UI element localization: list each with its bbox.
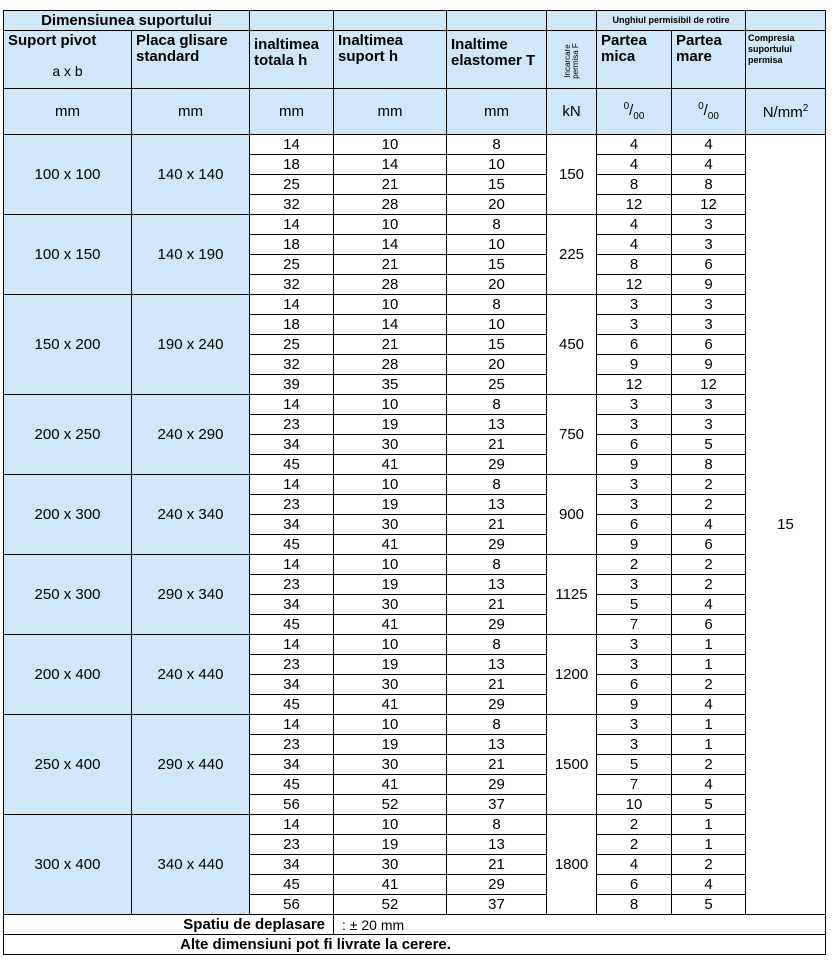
elastomer-height-cell: 13 <box>447 735 547 755</box>
large-side-angle-cell: 2 <box>672 555 746 575</box>
small-side-angle-cell: 4 <box>597 855 672 875</box>
elastomer-height-cell: 21 <box>447 595 547 615</box>
support-spec-body <box>4 135 826 915</box>
small-side-angle-cell: 7 <box>597 615 672 635</box>
total-height-cell: 34 <box>250 855 334 875</box>
support-height-cell: 14 <box>334 235 447 255</box>
total-height-cell: 14 <box>250 635 334 655</box>
large-side-angle-cell: 1 <box>672 635 746 655</box>
elastomer-height-cell: 25 <box>447 375 547 395</box>
total-height-cell: 14 <box>250 135 334 155</box>
unit-cell: $^0/_{00}$ <box>597 89 672 135</box>
support-height-cell: 30 <box>334 515 447 535</box>
total-height-cell: 18 <box>250 315 334 335</box>
total-height-cell: 23 <box>250 835 334 855</box>
load-cell: 1125 <box>547 555 597 635</box>
support-height-cell: 14 <box>334 155 447 175</box>
small-side-angle-cell: 2 <box>597 815 672 835</box>
dimension-group-title: Dimensiunea suportului <box>4 11 250 31</box>
col-header-large-side: Partea mare <box>672 31 746 89</box>
elastomer-height-cell: 15 <box>447 335 547 355</box>
unit-cell: $^0/_{00}$ <box>672 89 746 135</box>
col-header-small-side: Partea mica <box>597 31 672 89</box>
small-side-angle-cell: 3 <box>597 415 672 435</box>
elastomer-height-cell: 8 <box>447 715 547 735</box>
table-row <box>4 395 826 415</box>
total-height-cell: 56 <box>250 895 334 915</box>
small-side-angle-cell: 2 <box>597 555 672 575</box>
col-header-compression: Compresia suportului permisa <box>746 31 826 89</box>
elastomer-height-cell: 20 <box>447 355 547 375</box>
small-side-angle-cell: 8 <box>597 255 672 275</box>
total-height-cell: 45 <box>250 535 334 555</box>
total-height-cell: 39 <box>250 375 334 395</box>
small-side-angle-cell: 3 <box>597 495 672 515</box>
total-height-cell: 32 <box>250 275 334 295</box>
large-side-angle-cell: 4 <box>672 775 746 795</box>
support-height-cell: 41 <box>334 535 447 555</box>
elastomer-height-cell: 21 <box>447 855 547 875</box>
total-height-cell: 34 <box>250 515 334 535</box>
support-height-cell: 41 <box>334 455 447 475</box>
support-height-cell: 19 <box>334 575 447 595</box>
compression-value-cell: 15 <box>746 135 826 915</box>
small-side-angle-cell: 4 <box>597 235 672 255</box>
support-height-cell: 30 <box>334 855 447 875</box>
pivot-size-cell: 250 x 400 <box>4 715 132 815</box>
total-height-cell: 23 <box>250 575 334 595</box>
plate-size-cell: 340 x 440 <box>132 815 250 915</box>
elastomer-height-cell: 8 <box>447 555 547 575</box>
total-height-cell: 56 <box>250 795 334 815</box>
small-side-angle-cell: 6 <box>597 875 672 895</box>
pivot-size-cell: 200 x 400 <box>4 635 132 715</box>
elastomer-height-cell: 13 <box>447 655 547 675</box>
elastomer-height-cell: 8 <box>447 815 547 835</box>
small-side-angle-cell: 12 <box>597 275 672 295</box>
header-spacer <box>334 11 447 31</box>
large-side-angle-cell: 2 <box>672 855 746 875</box>
col-title: Suport pivot <box>8 32 97 49</box>
large-side-angle-cell: 3 <box>672 295 746 315</box>
small-side-angle-cell: 6 <box>597 335 672 355</box>
elastomer-height-cell: 13 <box>447 495 547 515</box>
elastomer-height-cell: 37 <box>447 795 547 815</box>
header-spacer <box>447 11 547 31</box>
elastomer-height-cell: 29 <box>447 455 547 475</box>
large-side-angle-cell: 1 <box>672 715 746 735</box>
support-height-cell: 19 <box>334 835 447 855</box>
total-height-cell: 18 <box>250 235 334 255</box>
pivot-size-cell: 150 x 200 <box>4 295 132 395</box>
table-row <box>4 715 826 735</box>
col-header-total-height: inaltimea totala h <box>250 31 334 89</box>
unit-cell: kN <box>547 89 597 135</box>
support-height-cell: 41 <box>334 615 447 635</box>
support-spec-table-container <box>3 10 826 955</box>
elastomer-height-cell: 29 <box>447 775 547 795</box>
support-height-cell: 41 <box>334 695 447 715</box>
large-side-angle-cell: 8 <box>672 455 746 475</box>
elastomer-height-cell: 29 <box>447 535 547 555</box>
unit-cell: mm <box>4 89 132 135</box>
elastomer-height-cell: 8 <box>447 475 547 495</box>
table-row <box>4 215 826 235</box>
large-side-angle-cell: 6 <box>672 615 746 635</box>
support-height-cell: 19 <box>334 415 447 435</box>
total-height-cell: 34 <box>250 755 334 775</box>
small-side-angle-cell: 3 <box>597 475 672 495</box>
large-side-angle-cell: 12 <box>672 375 746 395</box>
support-height-cell: 30 <box>334 675 447 695</box>
total-height-cell: 45 <box>250 695 334 715</box>
large-side-angle-cell: 2 <box>672 575 746 595</box>
unit-cell: mm <box>250 89 334 135</box>
elastomer-height-cell: 10 <box>447 315 547 335</box>
support-height-cell: 10 <box>334 715 447 735</box>
elastomer-height-cell: 15 <box>447 255 547 275</box>
large-side-angle-cell: 4 <box>672 515 746 535</box>
col-header-elastomer-height: Inaltime elastomer T <box>447 31 547 89</box>
header-spacer <box>250 11 334 31</box>
support-height-cell: 19 <box>334 655 447 675</box>
small-side-angle-cell: 9 <box>597 455 672 475</box>
support-height-cell: 21 <box>334 335 447 355</box>
large-side-angle-cell: 2 <box>672 755 746 775</box>
displacement-label: Spatiu de deplasare <box>4 915 334 935</box>
support-height-cell: 19 <box>334 735 447 755</box>
total-height-cell: 34 <box>250 595 334 615</box>
load-cell: 1800 <box>547 815 597 915</box>
small-side-angle-cell: 6 <box>597 515 672 535</box>
total-height-cell: 25 <box>250 335 334 355</box>
large-side-angle-cell: 3 <box>672 215 746 235</box>
support-height-cell: 28 <box>334 275 447 295</box>
elastomer-height-cell: 21 <box>447 755 547 775</box>
elastomer-height-cell: 8 <box>447 395 547 415</box>
total-height-cell: 45 <box>250 615 334 635</box>
small-side-angle-cell: 3 <box>597 295 672 315</box>
elastomer-height-cell: 8 <box>447 635 547 655</box>
table-row <box>4 555 826 575</box>
col-header-support-height: Inaltimea suport h <box>334 31 447 89</box>
support-height-cell: 30 <box>334 595 447 615</box>
col-header-load <box>547 31 597 89</box>
total-height-cell: 32 <box>250 195 334 215</box>
load-cell: 750 <box>547 395 597 475</box>
pivot-size-cell: 300 x 400 <box>4 815 132 915</box>
displacement-value: : ± 20 mm <box>334 915 826 935</box>
small-side-angle-cell: 12 <box>597 195 672 215</box>
load-cell: 225 <box>547 215 597 295</box>
support-height-cell: 19 <box>334 495 447 515</box>
large-side-angle-cell: 6 <box>672 335 746 355</box>
elastomer-height-cell: 8 <box>447 295 547 315</box>
small-side-angle-cell: 8 <box>597 895 672 915</box>
small-side-angle-cell: 3 <box>597 715 672 735</box>
load-cell: 150 <box>547 135 597 215</box>
elastomer-height-cell: 21 <box>447 435 547 455</box>
total-height-cell: 34 <box>250 435 334 455</box>
rotation-group-title: Unghiul permisibil de rotire <box>597 11 746 31</box>
support-height-cell: 41 <box>334 775 447 795</box>
support-height-cell: 52 <box>334 895 447 915</box>
total-height-cell: 45 <box>250 455 334 475</box>
large-side-angle-cell: 2 <box>672 675 746 695</box>
elastomer-height-cell: 37 <box>447 895 547 915</box>
support-height-cell: 10 <box>334 295 447 315</box>
col-header-plate: Placa glisare standard <box>132 31 250 89</box>
load-cell: 450 <box>547 295 597 395</box>
support-height-cell: 10 <box>334 815 447 835</box>
unit-cell: mm <box>132 89 250 135</box>
plate-size-cell: 290 x 340 <box>132 555 250 635</box>
header-spacer <box>746 11 826 31</box>
footer-note: Alte dimensiuni pot fi livrate la cerere. <box>4 935 826 955</box>
elastomer-height-cell: 29 <box>447 615 547 635</box>
pivot-size-cell: 200 x 300 <box>4 475 132 555</box>
small-side-angle-cell: 3 <box>597 575 672 595</box>
plate-size-cell: 190 x 240 <box>132 295 250 395</box>
large-side-angle-cell: 2 <box>672 475 746 495</box>
support-height-cell: 10 <box>334 135 447 155</box>
large-side-angle-cell: 12 <box>672 195 746 215</box>
large-side-angle-cell: 3 <box>672 415 746 435</box>
support-height-cell: 41 <box>334 875 447 895</box>
small-side-angle-cell: 3 <box>597 655 672 675</box>
large-side-angle-cell: 4 <box>672 155 746 175</box>
table-row <box>4 135 826 155</box>
large-side-angle-cell: 5 <box>672 895 746 915</box>
total-height-cell: 23 <box>250 735 334 755</box>
plate-size-cell: 290 x 440 <box>132 715 250 815</box>
support-height-cell: 10 <box>334 555 447 575</box>
support-height-cell: 52 <box>334 795 447 815</box>
small-side-angle-cell: 2 <box>597 835 672 855</box>
total-height-cell: 18 <box>250 155 334 175</box>
total-height-cell: 45 <box>250 875 334 895</box>
small-side-angle-cell: 3 <box>597 735 672 755</box>
unit-cell: mm <box>447 89 547 135</box>
large-side-angle-cell: 5 <box>672 435 746 455</box>
elastomer-height-cell: 20 <box>447 195 547 215</box>
col-subtitle: a x b <box>52 63 83 79</box>
elastomer-height-cell: 10 <box>447 155 547 175</box>
small-side-angle-cell: 9 <box>597 695 672 715</box>
plate-size-cell: 240 x 440 <box>132 635 250 715</box>
table-row <box>4 815 826 835</box>
support-height-cell: 10 <box>334 635 447 655</box>
table-row <box>4 475 826 495</box>
large-side-angle-cell: 6 <box>672 255 746 275</box>
load-cell: 900 <box>547 475 597 555</box>
support-height-cell: 30 <box>334 435 447 455</box>
support-height-cell: 10 <box>334 475 447 495</box>
total-height-cell: 14 <box>250 295 334 315</box>
large-side-angle-cell: 3 <box>672 395 746 415</box>
support-height-cell: 28 <box>334 195 447 215</box>
elastomer-height-cell: 29 <box>447 875 547 895</box>
small-side-angle-cell: 6 <box>597 675 672 695</box>
small-side-angle-cell: 4 <box>597 215 672 235</box>
plate-size-cell: 140 x 140 <box>132 135 250 215</box>
unit-cell: $N/mm^2$ <box>746 89 826 135</box>
total-height-cell: 14 <box>250 815 334 835</box>
small-side-angle-cell: 5 <box>597 595 672 615</box>
large-side-angle-cell: 5 <box>672 795 746 815</box>
elastomer-height-cell: 13 <box>447 835 547 855</box>
support-height-cell: 14 <box>334 315 447 335</box>
total-height-cell: 32 <box>250 355 334 375</box>
small-side-angle-cell: 3 <box>597 635 672 655</box>
support-height-cell: 28 <box>334 355 447 375</box>
support-height-cell: 35 <box>334 375 447 395</box>
large-side-angle-cell: 4 <box>672 695 746 715</box>
elastomer-height-cell: 29 <box>447 695 547 715</box>
elastomer-height-cell: 15 <box>447 175 547 195</box>
support-height-cell: 30 <box>334 755 447 775</box>
small-side-angle-cell: 5 <box>597 755 672 775</box>
plate-size-cell: 240 x 340 <box>132 475 250 555</box>
small-side-angle-cell: 4 <box>597 135 672 155</box>
elastomer-height-cell: 21 <box>447 675 547 695</box>
total-height-cell: 14 <box>250 475 334 495</box>
small-side-angle-cell: 12 <box>597 375 672 395</box>
support-height-cell: 10 <box>334 395 447 415</box>
large-side-angle-cell: 6 <box>672 535 746 555</box>
col-header-pivot <box>4 31 132 89</box>
support-height-cell: 10 <box>334 215 447 235</box>
total-height-cell: 14 <box>250 555 334 575</box>
small-side-angle-cell: 10 <box>597 795 672 815</box>
large-side-angle-cell: 4 <box>672 135 746 155</box>
large-side-angle-cell: 1 <box>672 835 746 855</box>
small-side-angle-cell: 4 <box>597 155 672 175</box>
total-height-cell: 45 <box>250 775 334 795</box>
large-side-angle-cell: 1 <box>672 735 746 755</box>
table-row <box>4 295 826 315</box>
elastomer-height-cell: 8 <box>447 215 547 235</box>
small-side-angle-cell: 9 <box>597 535 672 555</box>
small-side-angle-cell: 9 <box>597 355 672 375</box>
elastomer-height-cell: 20 <box>447 275 547 295</box>
elastomer-height-cell: 13 <box>447 575 547 595</box>
elastomer-height-cell: 8 <box>447 135 547 155</box>
pivot-size-cell: 250 x 300 <box>4 555 132 635</box>
large-side-angle-cell: 4 <box>672 875 746 895</box>
large-side-angle-cell: 3 <box>672 315 746 335</box>
support-spec-table <box>3 10 826 955</box>
total-height-cell: 23 <box>250 655 334 675</box>
support-height-cell: 21 <box>334 255 447 275</box>
plate-size-cell: 240 x 290 <box>132 395 250 475</box>
small-side-angle-cell: 8 <box>597 175 672 195</box>
small-side-angle-cell: 7 <box>597 775 672 795</box>
large-side-angle-cell: 8 <box>672 175 746 195</box>
elastomer-height-cell: 21 <box>447 515 547 535</box>
load-cell: 1500 <box>547 715 597 815</box>
total-height-cell: 23 <box>250 415 334 435</box>
col-title-vertical: Incarcare permisa F <box>562 43 580 79</box>
elastomer-height-cell: 10 <box>447 235 547 255</box>
support-height-cell: 21 <box>334 175 447 195</box>
pivot-size-cell: 100 x 150 <box>4 215 132 295</box>
large-side-angle-cell: 4 <box>672 595 746 615</box>
total-height-cell: 23 <box>250 495 334 515</box>
small-side-angle-cell: 3 <box>597 315 672 335</box>
plate-size-cell: 140 x 190 <box>132 215 250 295</box>
total-height-cell: 14 <box>250 715 334 735</box>
elastomer-height-cell: 13 <box>447 415 547 435</box>
unit-row <box>4 89 826 135</box>
small-side-angle-cell: 6 <box>597 435 672 455</box>
table-row <box>4 635 826 655</box>
pivot-size-cell: 100 x 100 <box>4 135 132 215</box>
total-height-cell: 25 <box>250 255 334 275</box>
load-cell: 1200 <box>547 635 597 715</box>
header-spacer <box>547 11 597 31</box>
total-height-cell: 25 <box>250 175 334 195</box>
small-side-angle-cell: 3 <box>597 395 672 415</box>
pivot-size-cell: 200 x 250 <box>4 395 132 475</box>
total-height-cell: 14 <box>250 395 334 415</box>
large-side-angle-cell: 1 <box>672 815 746 835</box>
large-side-angle-cell: 3 <box>672 235 746 255</box>
total-height-cell: 34 <box>250 675 334 695</box>
unit-cell: mm <box>334 89 447 135</box>
total-height-cell: 14 <box>250 215 334 235</box>
large-side-angle-cell: 9 <box>672 275 746 295</box>
large-side-angle-cell: 9 <box>672 355 746 375</box>
large-side-angle-cell: 1 <box>672 655 746 675</box>
large-side-angle-cell: 2 <box>672 495 746 515</box>
